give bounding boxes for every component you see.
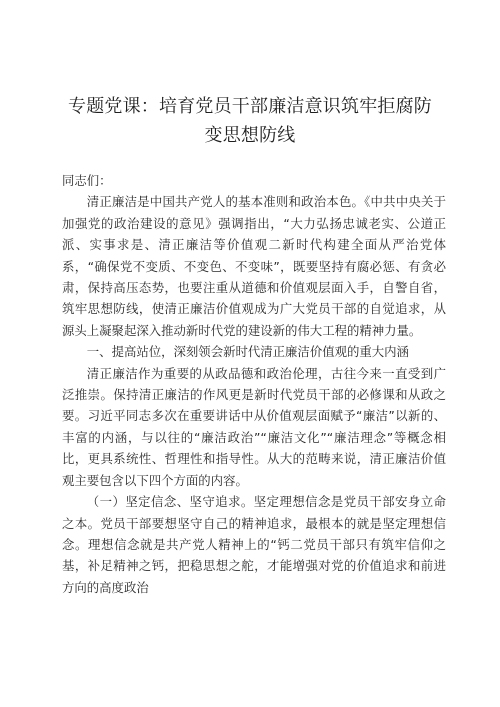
salutation: 同志们：: [62, 173, 112, 188]
document-body: [62, 170, 446, 598]
paragraph-section-1: 清正廉洁作为重要的从政品德和政治伦理，古往今来一直受到广泛推崇。保持清正廉洁的作风更是新时代党员干部的必修课和从政之要。习近平同志多次在重要讲话中从价值观层面赋予“廉洁”以新的、丰富的内涵，与以往的“廉洁政治”“廉洁文化”“廉洁理念”等概念相比，更具系统性、哲理性和指导性。从大的范畴来说，清正廉洁价值观主要包含以下四个方面的内容。: [62, 365, 446, 488]
section-heading: 一、提高站位，深刻领会新时代清正廉洁价值观的重大内涵: [86, 344, 409, 360]
paragraph-intro: 清正廉洁是中国共产党人的基本准则和政治本色。《中共中央关于加强党的政治建设的意见》强调指出，“大力弘扬忠诚老实、公道正派、实事求是、清正廉洁等价值观二新时代构建全面从严治党体系，“确保党不变质、不变色、不变味”，既要坚持有腐必惩、有贪必肃，保持高压态势，也要注重从道德和价值观层面入手，自警自省，筑牢思想防线，使清正廉洁价值观成为广大党员干部的自觉追求，从源头上凝聚起深入推动新时代党的建设新的伟大工程的精神力量。: [62, 194, 446, 338]
paragraph-subsection-1: （一）坚定信念、坚守追求。坚定理想信念是党员干部安身立命之本。党员干部要想坚守自己的精神追求，最根本的就是坚定理想信念。理想信念就是共产党人精神上的“钙二党员干部只有筑牢信仰之基，补足精神之钙，把稳思想之舵，才能增强对党的价值追求和前进方向的高度政治: [62, 494, 446, 595]
document-title: 专题党课：培育党员干部廉洁意识筑牢拒腐防变思想防线: [68, 96, 432, 146]
